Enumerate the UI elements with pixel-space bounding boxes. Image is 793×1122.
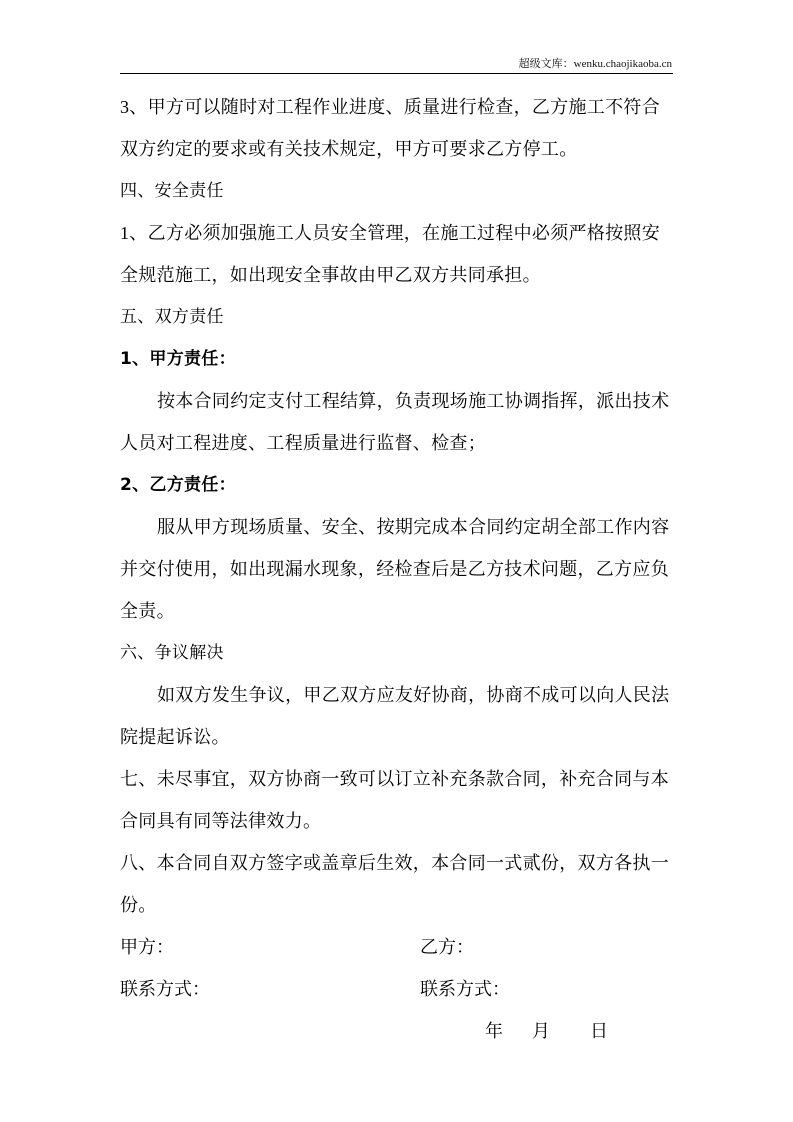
party-a-label: 甲方：	[120, 937, 174, 957]
party-b-duty-line-2: 并交付使用，如出现漏水现象，经检查后是乙方技术问题，乙方应负	[120, 559, 669, 579]
safety-clause-line-2: 全规范施工，如出现安全事故由甲乙双方共同承担。	[120, 265, 541, 285]
party-a-duty-line-1: 按本合同约定支付工程结算，负责现场施工协调指挥，派出技术	[157, 391, 670, 411]
signature-contact-row	[120, 968, 676, 1010]
party-b-contact-label: 联系方式：	[420, 979, 510, 999]
clause-3-line-2: 双方约定的要求或有关技术规定，甲方可要求乙方停工。	[120, 139, 578, 159]
header-rule	[120, 73, 673, 74]
clause-8-line-2: 份。	[120, 895, 157, 915]
party-b-duty-line-1: 服从甲方现场质量、安全、按期完成本合同约定胡全部工作内容	[157, 517, 670, 537]
signature-parties-row	[120, 926, 676, 968]
signature-date-row	[120, 1010, 676, 1052]
section-heading-safety: 四、安全责任	[120, 181, 224, 201]
subheading-party-b: 2、乙方责任：	[120, 475, 236, 495]
subheading-party-a: 1、甲方责任：	[120, 349, 236, 369]
dispute-line-2: 院提起诉讼。	[120, 727, 230, 747]
header-site-text: 超级文库：wenku.chaojikaoba.cn	[518, 58, 672, 70]
clause-3-line-1: 3、甲方可以随时对工程作业进度、质量进行检查，乙方施工不符合	[120, 97, 660, 117]
date-year-label: 年	[485, 1021, 503, 1041]
date-day-label: 日	[590, 1021, 608, 1041]
dispute-line-1: 如双方发生争议，甲乙双方应友好协商，协商不成可以向人民法	[157, 685, 670, 705]
party-a-duty-line-2: 人员对工程进度、工程质量进行监督、检查；	[120, 433, 486, 453]
section-heading-dispute: 六、争议解决	[120, 643, 224, 663]
party-a-contact-label: 联系方式：	[120, 979, 210, 999]
page-header	[120, 55, 672, 73]
safety-clause-line-1: 1、乙方必须加强施工人员安全管理，在施工过程中必须严格按照安	[120, 223, 660, 243]
clause-7-line-1: 七、未尽事宜，双方协商一致可以订立补充条款合同，补充合同与本	[120, 769, 669, 789]
clause-8-line-1: 八、本合同自双方签字或盖章后生效，本合同一式贰份，双方各执一	[120, 853, 669, 873]
section-heading-responsibilities: 五、双方责任	[120, 307, 224, 327]
party-b-duty-line-3: 全责。	[120, 601, 175, 621]
date-month-label: 月	[532, 1021, 550, 1041]
document-body	[120, 86, 676, 1052]
party-b-label: 乙方：	[420, 937, 474, 957]
clause-7-line-2: 合同具有同等法律效力。	[120, 811, 322, 831]
